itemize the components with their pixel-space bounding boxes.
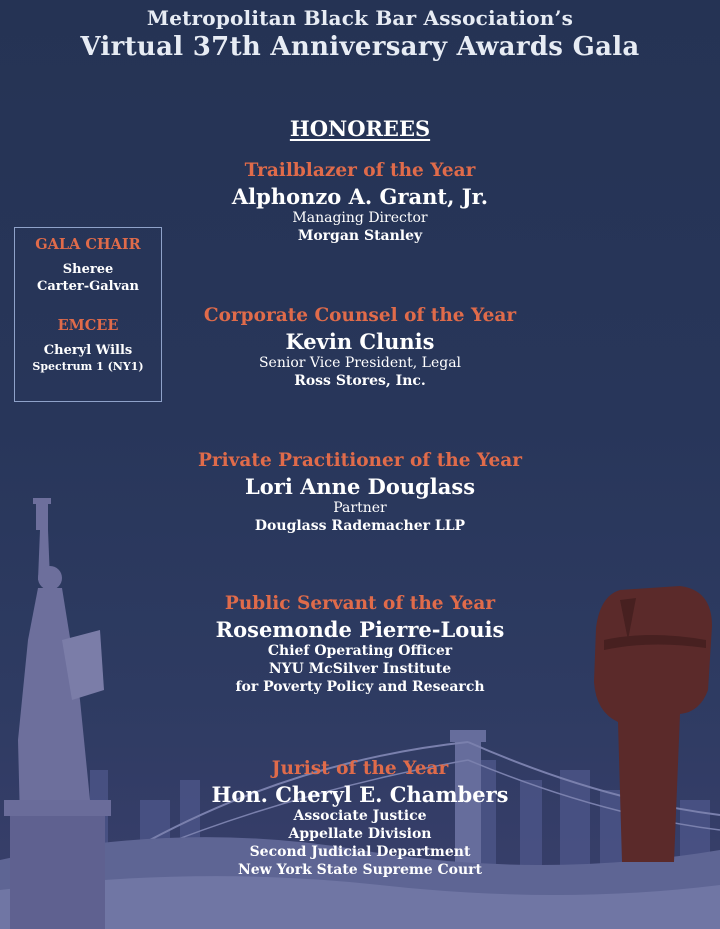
honoree-name: Kevin Clunis <box>285 329 435 354</box>
honoree-block <box>0 160 720 245</box>
honoree-block <box>0 758 720 879</box>
honoree-organization-line-2: for Poverty Policy and Research <box>235 679 485 695</box>
honoree-organization: Douglass Rademacher LLP <box>254 518 466 534</box>
honoree-block <box>0 305 720 390</box>
honoree-title: Partner <box>333 500 387 516</box>
honoree-title: Senior Vice President, Legal <box>258 355 462 371</box>
honoree-department: Second Judicial Department <box>249 844 471 860</box>
emcee-affiliation: Spectrum 1 (NY1) <box>32 360 144 373</box>
honoree-title: Associate Justice <box>293 808 427 824</box>
gala-chair-first: Sheree <box>62 262 114 277</box>
emcee-name: Cheryl Wills <box>43 343 133 358</box>
honorees-heading: HONOREES <box>289 116 431 141</box>
honoree-name: Lori Anne Douglass <box>244 474 476 499</box>
honoree-name: Rosemonde Pierre-Louis <box>215 617 505 642</box>
honoree-title: Chief Operating Officer <box>267 643 453 659</box>
award-title: Corporate Counsel of the Year <box>203 305 517 326</box>
gala-chair-last: Carter-Galvan <box>36 279 140 294</box>
organization-title: Metropolitan Black Bar Association’s <box>146 6 574 30</box>
award-title: Trailblazer of the Year <box>244 160 476 181</box>
honoree-organization: Morgan Stanley <box>297 228 423 244</box>
honoree-court: New York State Supreme Court <box>237 862 483 878</box>
emcee-label: EMCEE <box>57 317 119 334</box>
honoree-organization: Ross Stores, Inc. <box>294 373 426 389</box>
honoree-block <box>0 450 720 535</box>
honoree-name: Hon. Cheryl E. Chambers <box>211 782 509 807</box>
gala-chair-label: GALA CHAIR <box>35 236 141 253</box>
honoree-division: Appellate Division <box>288 826 432 842</box>
award-title: Public Servant of the Year <box>224 593 496 614</box>
award-title: Jurist of the Year <box>271 758 449 779</box>
honoree-block <box>0 593 720 696</box>
honoree-organization: NYU McSilver Institute <box>268 661 452 677</box>
honoree-name: Alphonzo A. Grant, Jr. <box>231 184 489 209</box>
honoree-title: Managing Director <box>292 210 428 226</box>
event-title: Virtual 37th Anniversary Awards Gala <box>80 32 640 62</box>
award-title: Private Practitioner of the Year <box>197 450 523 471</box>
